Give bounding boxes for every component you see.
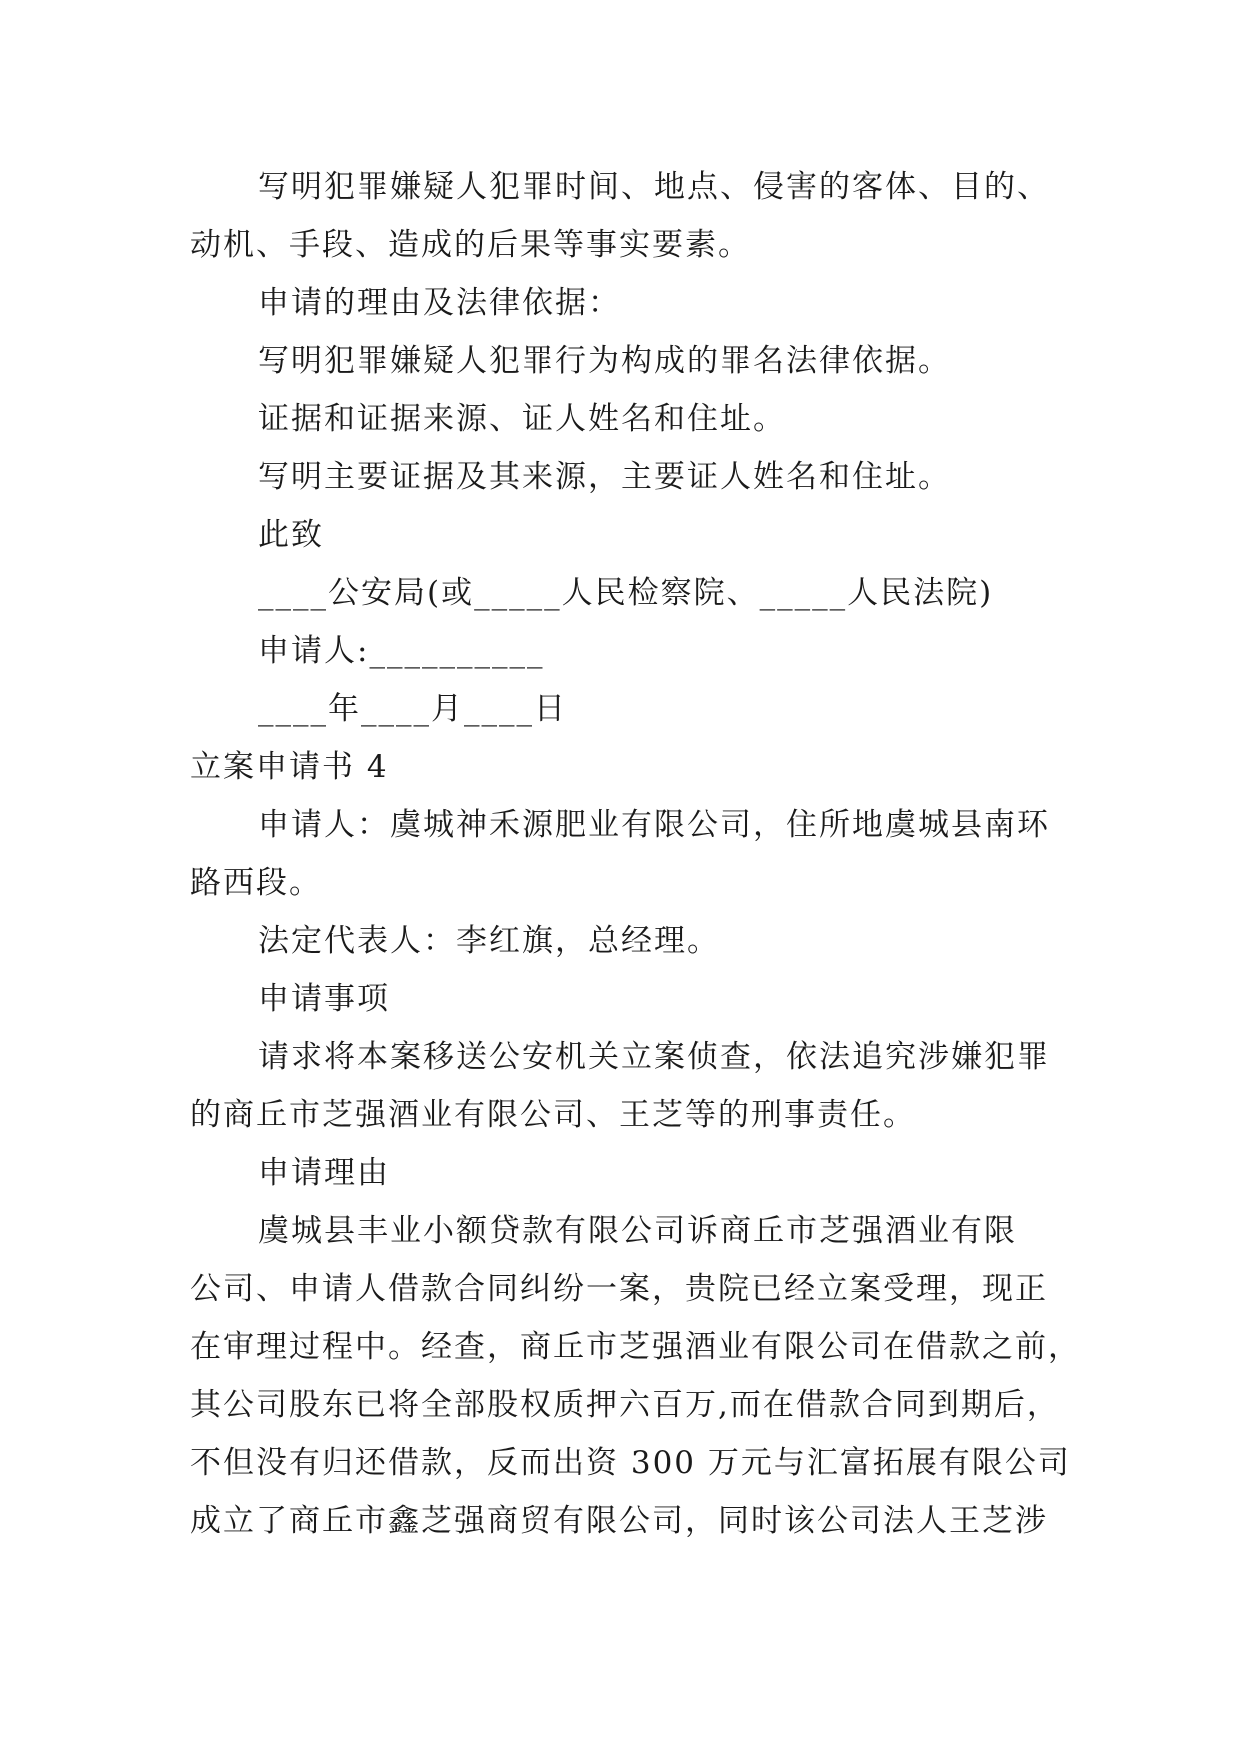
paragraph-line: 虞城县丰业小额贷款有限公司诉商丘市芝强酒业有限 bbox=[258, 1213, 1017, 1249]
paragraph-line: 请求将本案移送公安机关立案侦查，依法追究涉嫌犯罪 bbox=[258, 1039, 1050, 1075]
paragraph-line: 在审理过程中。经查，商丘市芝强酒业有限公司在借款之前， bbox=[190, 1329, 1081, 1365]
subsection-heading: 申请事项 bbox=[258, 981, 390, 1017]
date-line: ____年____月____日 bbox=[258, 691, 567, 727]
paragraph-line: 申请人：虞城神禾源肥业有限公司，住所地虞城县南环 bbox=[258, 807, 1050, 843]
applicant-signature-line: 申请人:__________ bbox=[258, 633, 545, 669]
section-heading: 立案申请书 4 bbox=[190, 749, 389, 785]
paragraph-line: 成立了商丘市鑫芝强商贸有限公司，同时该公司法人王芝涉 bbox=[190, 1503, 1048, 1539]
paragraph-line: 路西段。 bbox=[190, 865, 322, 901]
paragraph-line: 不但没有归还借款，反而出资 300 万元与汇富拓展有限公司 bbox=[190, 1445, 1071, 1481]
recipient-line: ____公安局(或_____人民检察院、_____人民法院) bbox=[258, 575, 994, 611]
closing-salutation: 此致 bbox=[258, 517, 324, 553]
paragraph-line: 的商丘市芝强酒业有限公司、王芝等的刑事责任。 bbox=[190, 1097, 916, 1133]
paragraph-line: 其公司股东已将全部股权质押六百万,而在借款合同到期后， bbox=[190, 1387, 1060, 1423]
paragraph-line: 写明犯罪嫌疑人犯罪行为构成的罪名法律依据。 bbox=[258, 343, 951, 379]
subsection-heading: 申请理由 bbox=[258, 1155, 390, 1191]
paragraph-line: 写明主要证据及其来源，主要证人姓名和住址。 bbox=[258, 459, 951, 495]
paragraph-line: 动机、手段、造成的后果等事实要素。 bbox=[190, 227, 751, 263]
paragraph-line: 证据和证据来源、证人姓名和住址。 bbox=[258, 401, 786, 437]
document-body bbox=[190, 158, 1081, 1550]
paragraph-line: 法定代表人：李红旗，总经理。 bbox=[258, 923, 720, 959]
paragraph-line: 申请的理由及法律依据： bbox=[258, 285, 621, 321]
paragraph-line: 公司、申请人借款合同纠纷一案，贵院已经立案受理，现正 bbox=[190, 1271, 1048, 1307]
paragraph-line: 写明犯罪嫌疑人犯罪时间、地点、侵害的客体、目的、 bbox=[258, 169, 1050, 205]
